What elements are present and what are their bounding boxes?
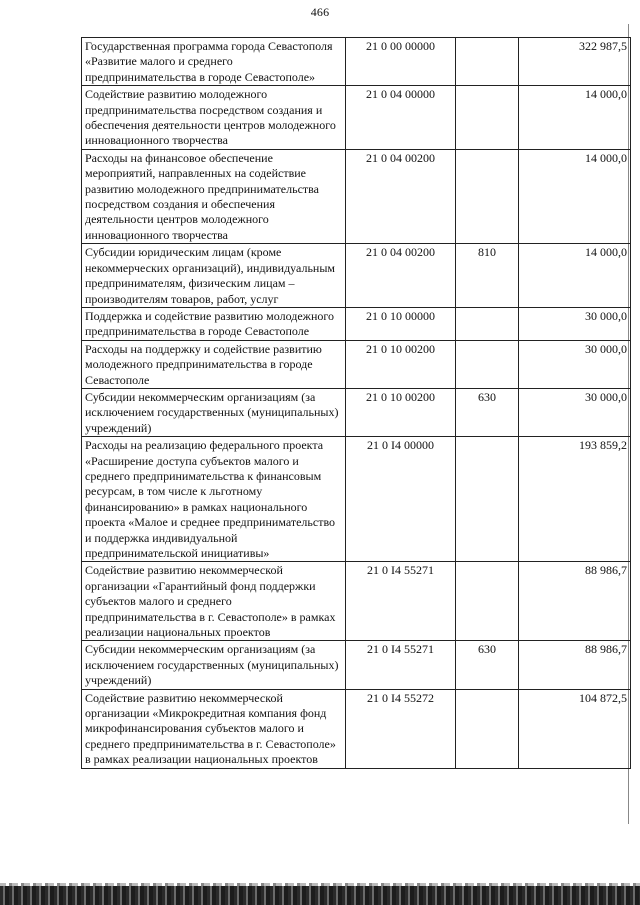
row-code: 21 0 I4 55271 bbox=[346, 562, 456, 641]
row-name: Расходы на реализацию федерального проекта «Расширение доступа субъектов малого и среднего предпринимательства к финансовым ресурсам, в том числе к льготному финансированию» в рамках национального проекта «Малое и среднее предпринимательство и поддержка индивидуальной предпринимательской инициативы» bbox=[82, 437, 346, 562]
row-amount: 104 872,5 bbox=[519, 689, 631, 768]
row-expense-type bbox=[456, 86, 519, 150]
row-code: 21 0 10 00200 bbox=[346, 388, 456, 436]
row-code: 21 0 I4 00000 bbox=[346, 437, 456, 562]
table-row bbox=[82, 38, 631, 86]
row-name: Расходы на финансовое обеспечение мероприятий, направленных на содействие развитию молодежного предпринимательства посредством создания и обеспечения деятельности центров молодежного инновационного творчества bbox=[82, 149, 346, 243]
row-code: 21 0 10 00000 bbox=[346, 307, 456, 340]
row-name: Субсидии некоммерческим организациям (за исключением государственных (муниципальных) учреждений) bbox=[82, 388, 346, 436]
row-amount: 14 000,0 bbox=[519, 86, 631, 150]
row-amount: 30 000,0 bbox=[519, 307, 631, 340]
row-expense-type bbox=[456, 307, 519, 340]
row-code: 21 0 00 00000 bbox=[346, 38, 456, 86]
row-code: 21 0 04 00200 bbox=[346, 149, 456, 243]
row-expense-type bbox=[456, 562, 519, 641]
table-row bbox=[82, 562, 631, 641]
table-row bbox=[82, 86, 631, 150]
row-expense-type: 630 bbox=[456, 641, 519, 689]
row-expense-type bbox=[456, 149, 519, 243]
row-expense-type bbox=[456, 38, 519, 86]
table-row bbox=[82, 340, 631, 388]
row-amount: 322 987,5 bbox=[519, 38, 631, 86]
row-expense-type: 810 bbox=[456, 244, 519, 308]
row-amount: 193 859,2 bbox=[519, 437, 631, 562]
row-amount: 30 000,0 bbox=[519, 388, 631, 436]
row-name: Расходы на поддержку и содействие развитию молодежного предпринимательства в городе Севастополе bbox=[82, 340, 346, 388]
row-amount: 30 000,0 bbox=[519, 340, 631, 388]
table-row bbox=[82, 149, 631, 243]
row-code: 21 0 I4 55272 bbox=[346, 689, 456, 768]
row-name: Субсидии некоммерческим организациям (за исключением государственных (муниципальных) учреждений) bbox=[82, 641, 346, 689]
table-row bbox=[82, 437, 631, 562]
row-amount: 88 986,7 bbox=[519, 562, 631, 641]
row-expense-type: 630 bbox=[456, 388, 519, 436]
row-amount: 88 986,7 bbox=[519, 641, 631, 689]
row-amount: 14 000,0 bbox=[519, 244, 631, 308]
row-name: Содействие развитию некоммерческой организации «Микрокредитная компания фонд микрофинансирования субъектов малого и среднего предпринимательства в г. Севастополе» в рамках реализации национальных проектов bbox=[82, 689, 346, 768]
table-row bbox=[82, 641, 631, 689]
row-name: Содействие развитию молодежного предпринимательства посредством создания и обеспечения деятельности центров молодежного инновационного творчества bbox=[82, 86, 346, 150]
row-code: 21 0 04 00200 bbox=[346, 244, 456, 308]
row-name: Субсидии юридическим лицам (кроме некоммерческих организаций), индивидуальным предпринимателям, физическим лицам – производителям товаров, работ, услуг bbox=[82, 244, 346, 308]
row-expense-type bbox=[456, 340, 519, 388]
row-expense-type bbox=[456, 689, 519, 768]
row-name: Поддержка и содействие развитию молодежного предпринимательства в городе Севастополе bbox=[82, 307, 346, 340]
table-row bbox=[82, 388, 631, 436]
table-row bbox=[82, 244, 631, 308]
page-number: 466 bbox=[310, 5, 330, 19]
row-code: 21 0 10 00200 bbox=[346, 340, 456, 388]
table-row bbox=[82, 689, 631, 768]
budget-table bbox=[81, 37, 631, 769]
scan-bottom-border bbox=[0, 886, 640, 905]
row-amount: 14 000,0 bbox=[519, 149, 631, 243]
row-name: Содействие развитию некоммерческой организации «Гарантийный фонд поддержки субъектов малого и среднего предпринимательства в г. Севастополе» в рамках реализации национальных проектов bbox=[82, 562, 346, 641]
row-expense-type bbox=[456, 437, 519, 562]
row-name: Государственная программа города Севастополя «Развитие малого и среднего предпринимательства в городе Севастополе» bbox=[82, 38, 346, 86]
row-code: 21 0 I4 55271 bbox=[346, 641, 456, 689]
table-row bbox=[82, 307, 631, 340]
row-code: 21 0 04 00000 bbox=[346, 86, 456, 150]
